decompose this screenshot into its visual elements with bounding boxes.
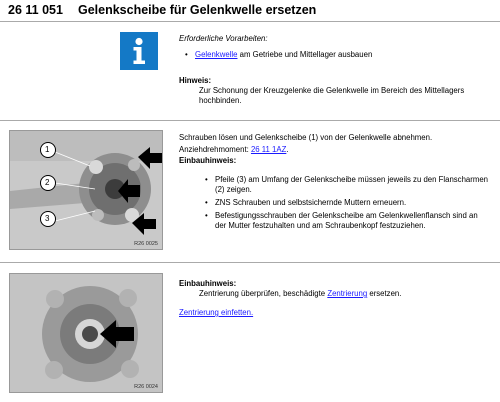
note-text: Zur Schonung der Kreuzgelenke die Gelenkwelle im Bereich des Mittellagers hochbinden. [199,86,465,105]
zentrierung-link[interactable]: Zentrierung [327,289,368,298]
install-title-2: Einbauhinweis: [179,279,237,288]
prep-list [185,50,485,63]
gelenkwelle-link[interactable]: Gelenkwelle [195,50,238,59]
install-title: Einbauhinweis: [179,156,237,165]
section-divider [0,262,500,263]
figure-reference: R26 0024 [134,384,158,390]
section-divider [0,120,500,121]
figure-joint-disc [9,130,163,250]
callout-1: 1 [45,145,50,154]
info-icon [120,32,158,70]
page-title: Gelenkscheibe für Gelenkwelle ersetzen [78,3,317,17]
procedure-number: 26 11 051 [8,3,63,17]
step1-text: Schrauben lösen und Gelenkscheibe (1) von der Gelenkwelle abnehmen. [179,133,433,142]
install-item: • Pfeile (3) am Umfang der Gelenkscheibe müssen jeweils zu den Flanscharmen (2) zeigen. [205,175,490,195]
install-item: • ZNS Schrauben und selbstsichernde Muttern erneuern. [205,198,490,208]
centering-line: Zentrierung überprüfen, beschädigte Zentrierung ersetzen. [199,289,402,298]
torque-line: Anziehdrehmoment: 26 11 1AZ. [179,145,289,154]
header-divider [0,21,500,22]
install-item: • Befestigungsschrauben der Gelenkscheibe am Gelenkwellenflansch sind an der Mutter festzuhalten und am Schraubenkopf festzuziehen. [205,211,490,231]
figure-centering [9,273,163,393]
grease-centering-link[interactable]: Zentrierung einfetten. [179,308,254,317]
prep-item: • Gelenkwelle am Getriebe und Mittellager ausbauen [185,50,485,60]
callout-3: 3 [45,214,50,223]
note-title: Hinweis: [179,76,212,85]
callout-2: 2 [45,178,50,187]
install-list [205,175,490,234]
prep-title: Erforderliche Vorarbeiten: [179,34,268,43]
torque-link[interactable]: 26 11 1AZ [250,145,287,154]
figure-reference: R26 0025 [134,241,158,247]
